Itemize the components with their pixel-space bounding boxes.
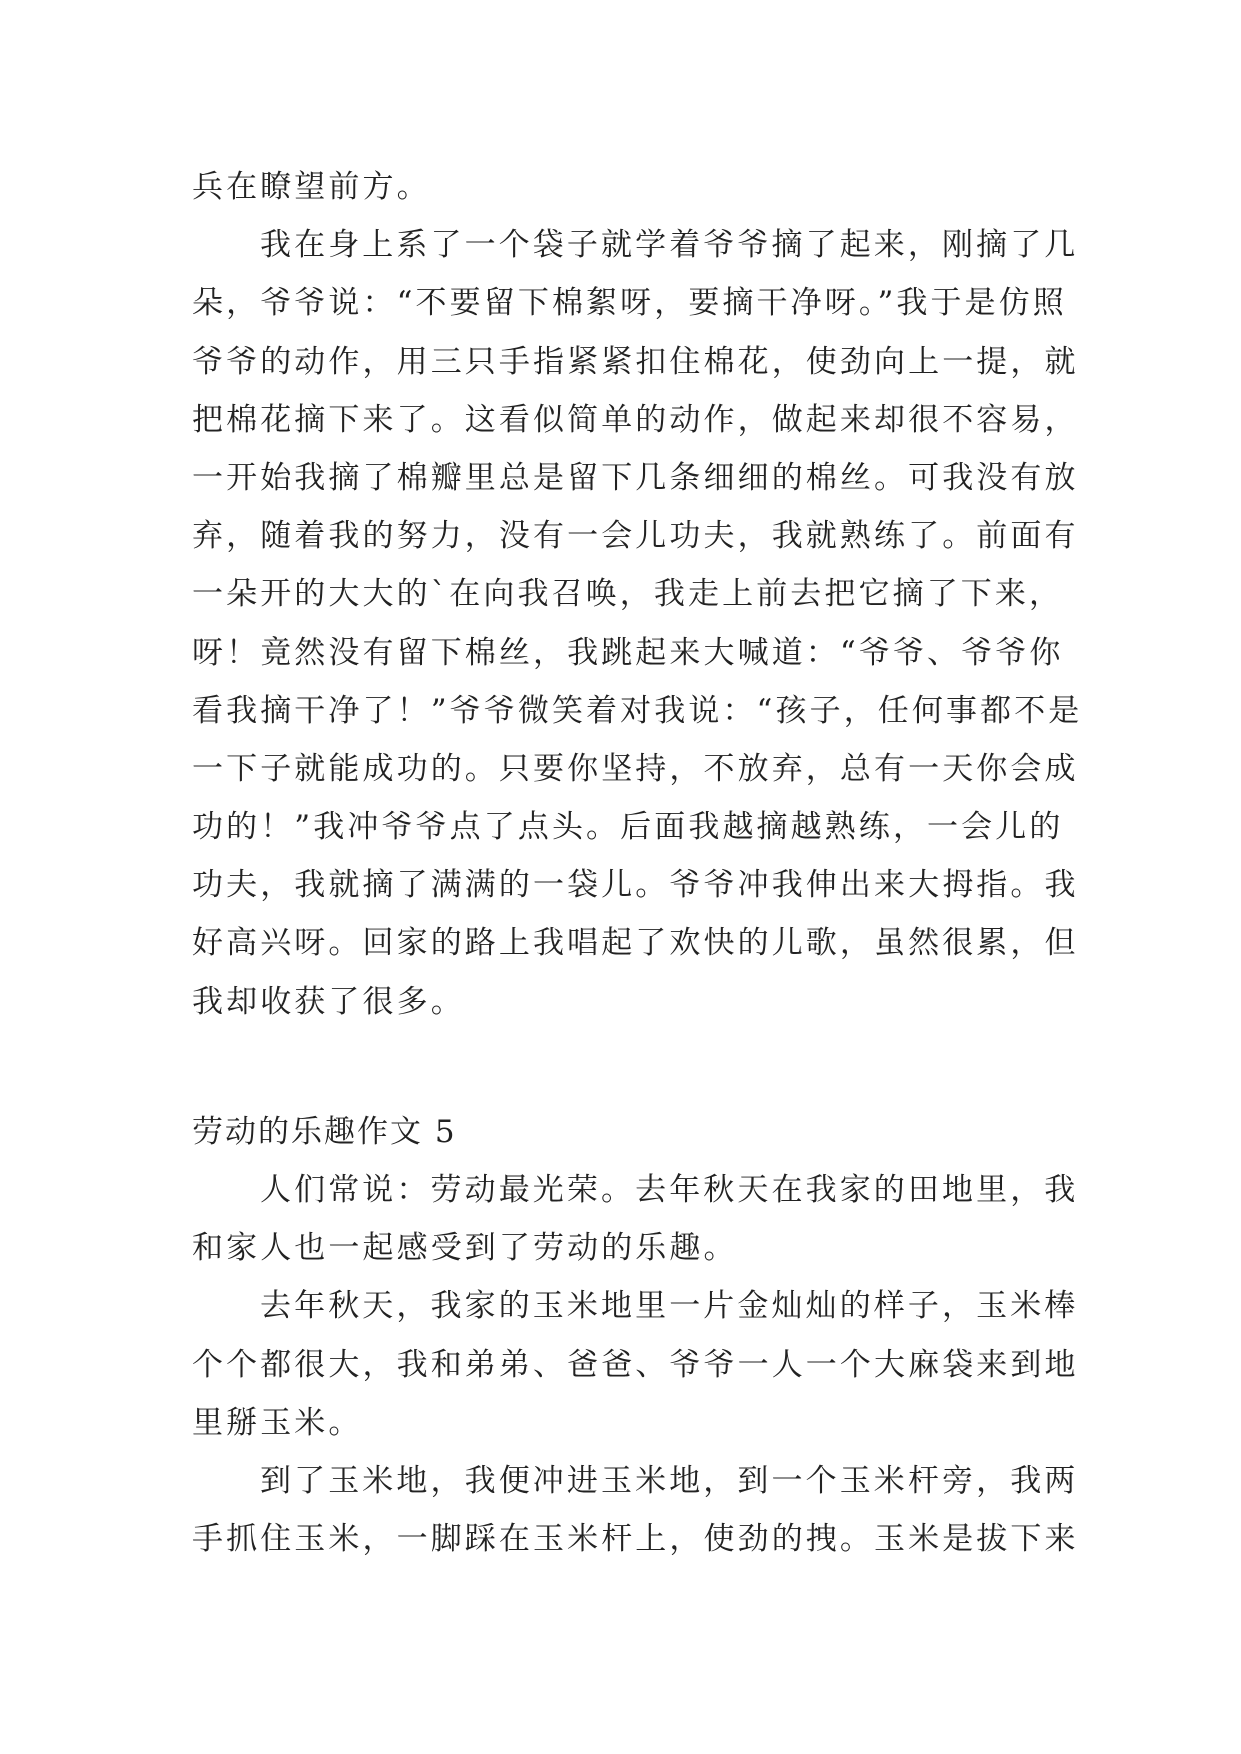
autumn-paragraph bbox=[192, 1277, 1079, 1452]
text-line: 去年秋天，我家的玉米地里一片金灿灿的样子，玉米棒 bbox=[260, 1288, 1079, 1325]
text-line: 一下子就能成功的。只要你坚持，不放弃，总有一天你会成 bbox=[192, 750, 1079, 787]
text-line: 功的！”我冲爷爷点了点头。后面我越摘越熟练，一会儿的 bbox=[192, 809, 1064, 846]
text-line: 爷爷的动作，用三只手指紧紧扣住棉花，使劲向上一提，就 bbox=[192, 343, 1079, 380]
text-line: 我在身上系了一个袋子就学着爷爷摘了起来，刚摘了几 bbox=[260, 227, 1079, 264]
cotton-picking-paragraph bbox=[192, 216, 1083, 1031]
text-line: 呀！竟然没有留下棉丝，我跳起来大喊道：“爷爷、爷爷你 bbox=[192, 634, 1064, 671]
cornfield-paragraph bbox=[192, 1452, 1079, 1568]
text-line: 手抓住玉米，一脚踩在玉米杆上，使劲的拽。玉米是拔下来 bbox=[192, 1521, 1079, 1558]
text-line: 和家人也一起感受到了劳动的乐趣。 bbox=[192, 1230, 738, 1267]
text-line: 人们常说：劳动最光荣。去年秋天在我家的田地里，我 bbox=[260, 1172, 1079, 1208]
intro-paragraph bbox=[192, 1161, 1079, 1277]
text-line: 一开始我摘了棉瓣里总是留下几条细细的棉丝。可我没有放 bbox=[192, 459, 1079, 496]
text-line: 好高兴呀。回家的路上我唱起了欢快的儿歌，虽然很累，但 bbox=[192, 925, 1079, 962]
text-line: 朵，爷爷说：“不要留下棉絮呀，要摘干净呀。”我于是仿照 bbox=[192, 285, 1067, 322]
paragraph-continuation-line: 兵在瞭望前方。 bbox=[192, 169, 431, 205]
text-line: 看我摘干净了！”爷爷微笑着对我说：“孩子，任何事都不是 bbox=[192, 692, 1083, 729]
document-body bbox=[192, 158, 1083, 1568]
text-line: 里掰玉米。 bbox=[192, 1404, 363, 1441]
text-line: 弃，随着我的努力，没有一会儿功夫，我就熟练了。前面有 bbox=[192, 518, 1079, 555]
essay-heading: 劳动的乐趣作文 5 bbox=[192, 1113, 457, 1150]
text-line: 一朵开的大大的`在向我召唤，我走上前去把它摘了下来， bbox=[192, 576, 1064, 613]
section-spacer bbox=[192, 1031, 1062, 1103]
text-line: 功夫，我就摘了满满的一袋儿。爷爷冲我伸出来大拇指。我 bbox=[192, 867, 1079, 904]
text-line: 我却收获了很多。 bbox=[192, 983, 465, 1020]
text-line: 到了玉米地，我便冲进玉米地，到一个玉米杆旁，我两 bbox=[260, 1462, 1079, 1499]
text-line: 个个都很大，我和弟弟、爸爸、爷爷一人一个大麻袋来到地 bbox=[192, 1346, 1079, 1383]
text-line: 把棉花摘下来了。这看似简单的动作，做起来却很不容易， bbox=[192, 401, 1079, 438]
